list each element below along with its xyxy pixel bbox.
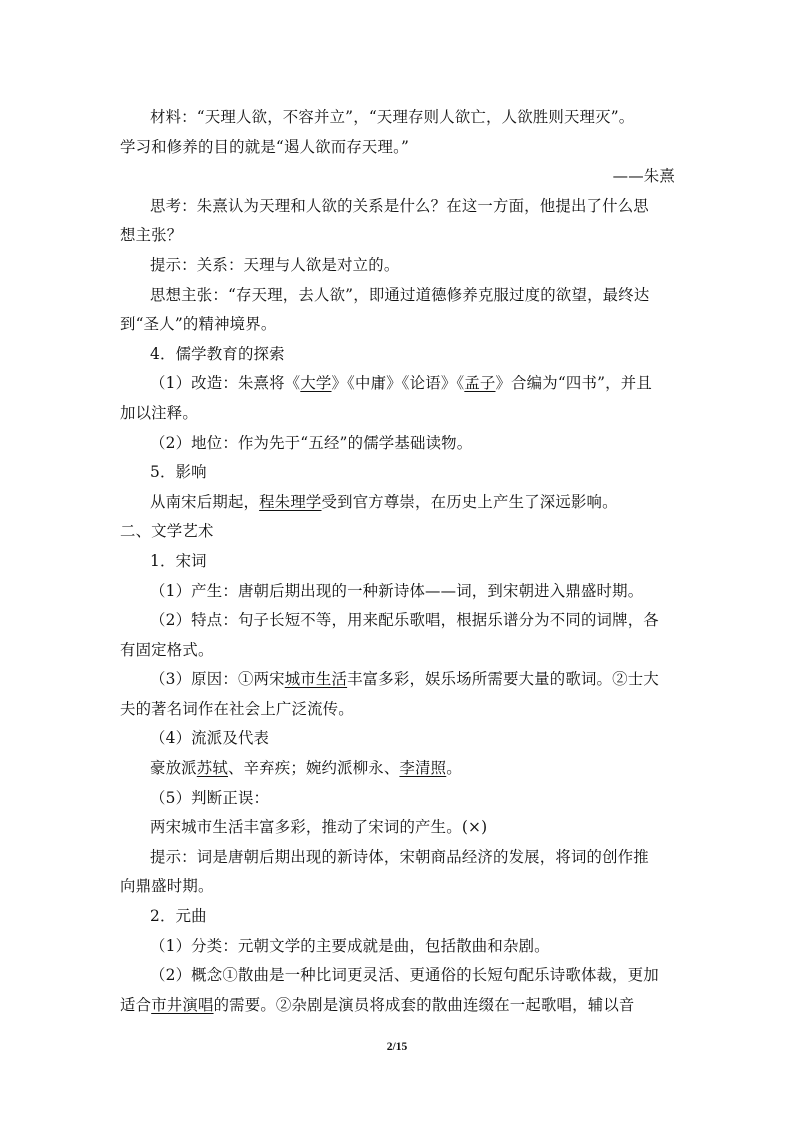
text-line [120, 754, 675, 784]
text-line: （2）特点：句子长短不等，用来配乐歌唱，根据乐谱分为不同的词牌，各 [150, 611, 659, 630]
text-line: 提示：词是唐朝后期出现的新诗体，宋朝商品经济的发展，将词的创作推 [150, 847, 649, 866]
text-line: 提示：关系：天理与人欲是对立的。 [150, 255, 400, 274]
text-segment: 从南宋后期起， [150, 492, 260, 511]
document-body [120, 103, 675, 1020]
text-segment: 受到官方尊崇，在历史上产生了深远影响。 [321, 492, 618, 511]
text-line: 到“圣人”的精神境界。 [120, 315, 277, 334]
text-line: 加以注释。 [120, 403, 198, 422]
text-line: （2）概念①散曲是一种比词更灵活、更通俗的长短句配乐诗歌体裁，更加 [150, 966, 659, 985]
text-line: 有固定格式。 [120, 640, 214, 659]
underlined-term: 孟子 [464, 374, 496, 393]
text-line: 2．元曲 [150, 907, 207, 926]
page-number: 2/15 [386, 1041, 408, 1053]
text-line [120, 665, 675, 695]
text-segment: （1）改造：朱熹将《 [150, 374, 301, 393]
underlined-term: 市井演唱 [151, 995, 214, 1014]
text-line: 思考：朱熹认为天理和人欲的关系是什么？在这一方面，他提出了什么思 [150, 196, 649, 215]
text-line: 学习和修养的目的就是“遏人欲而存天理。” [120, 137, 410, 156]
text-segment: 丰富多彩，娱乐场所需要大量的歌词。②士大 [347, 670, 659, 689]
text-line [120, 369, 675, 399]
text-line: （1）产生：唐朝后期出现的一种新诗体——词，到宋朝进入鼎盛时期。 [150, 581, 644, 600]
text-segment: （3）原因：①两宋 [150, 670, 285, 689]
underlined-term: 大学 [300, 374, 332, 393]
text-line [120, 488, 675, 518]
text-segment: 适合 [120, 995, 152, 1014]
text-line: 材料：“天理人欲，不容并立”，“天理存则人欲亡，人欲胜则天理灭”。 [150, 108, 635, 126]
underlined-term: 李清照 [399, 759, 447, 778]
text-line: 5．影响 [150, 463, 207, 482]
text-segment: 。 [446, 759, 462, 778]
underlined-term: 城市生活 [284, 670, 348, 689]
text-line: 4．儒学教育的探索 [150, 344, 285, 363]
text-segment: 的需要。②杂剧是演员将成套的散曲连缀在一起歌唱，辅以音 [213, 995, 635, 1014]
underlined-term: 程朱理学 [259, 492, 322, 511]
text-line: （2）地位：作为先于“五经”的儒学基础读物。 [150, 433, 473, 452]
underlined-term: 苏轼 [196, 759, 228, 778]
text-line: 向鼎盛时期。 [120, 877, 214, 896]
text-line: 两宋城市生活丰富多彩，推动了宋词的产生。(×) [150, 818, 488, 837]
text-line: （5）判断正误： [150, 788, 270, 807]
text-line: 思想主张：“存天理，去人欲”，即通过道德修养克服过度的欲望，最终达 [150, 285, 650, 304]
text-line: 二、文学艺术 [120, 522, 214, 541]
text-segment: 豪放派 [150, 759, 197, 778]
text-line [120, 991, 675, 1021]
text-line: ——朱熹 [612, 167, 675, 186]
text-segment: 、辛弃疾；婉约派柳永、 [227, 759, 400, 778]
text-line: 1．宋词 [150, 551, 207, 570]
text-line: 想主张？ [120, 226, 183, 245]
text-segment: 》合编为“四书”，并且 [495, 374, 652, 393]
text-segment: 》《中庸》《论语》《 [331, 374, 465, 393]
text-line: （4）流派及代表 [150, 729, 270, 748]
text-line: 夫的著名词作在社会上广泛流传。 [120, 699, 354, 718]
text-line: （1）分类：元朝文学的主要成就是曲，包括散曲和杂剧。 [150, 936, 550, 955]
